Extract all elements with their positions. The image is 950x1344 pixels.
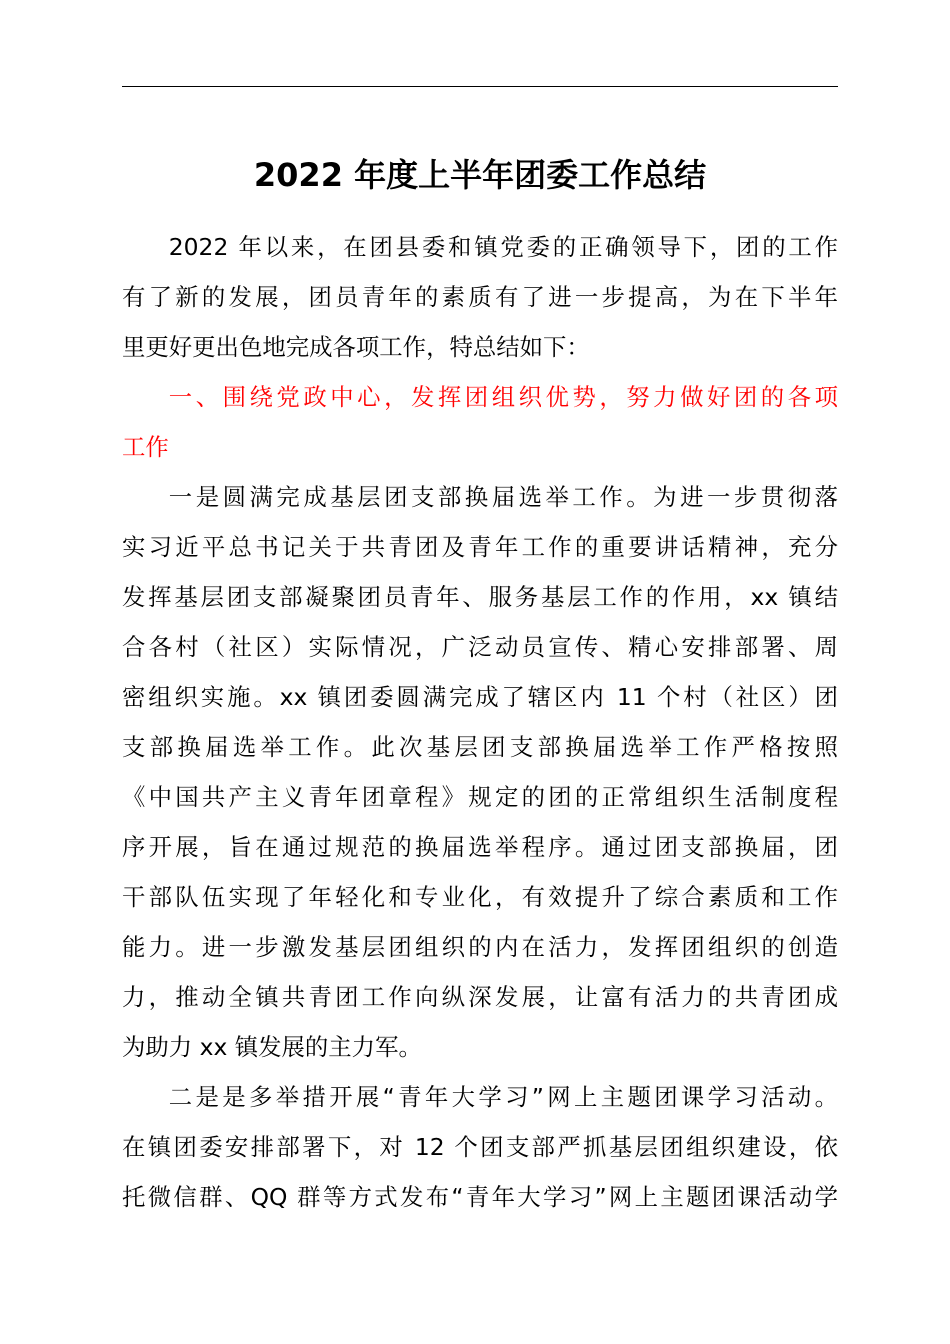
heading-line: 一、围绕党政中心，发挥团组织优势，努力做好团的各项 <box>168 383 838 411</box>
text-line: 支部换届选举工作。此次基层团支部换届选举工作严格按照 <box>122 733 838 761</box>
text-line: 实习近平总书记关于共青团及青年工作的重要讲话精神，充分 <box>122 533 838 561</box>
text-line: 托微信群、QQ 群等方式发布“青年大学习”网上主题团课活动学 <box>122 1183 838 1211</box>
document-title: 2022 年度上半年团委工作总结 <box>253 156 707 194</box>
text-line: 一是圆满完成基层团支部换届选举工作。为进一步贯彻落 <box>168 483 838 511</box>
document-body <box>122 222 838 1222</box>
text-line: 《中国共产主义青年团章程》规定的团的正常组织生活制度程 <box>122 783 838 811</box>
paragraph-item-2 <box>122 1072 838 1222</box>
text-line: 2022 年以来，在团县委和镇党委的正确领导下，团的工作 <box>168 233 838 261</box>
text-line: 干部队伍实现了年轻化和专业化，有效提升了综合素质和工作 <box>122 883 838 911</box>
heading-line: 工作 <box>122 433 169 461</box>
header-rule <box>122 86 838 87</box>
section-heading-1 <box>122 372 838 472</box>
text-line: 能力。进一步激发基层团组织的内在活力，发挥团组织的创造 <box>122 933 838 961</box>
text-line: 序开展，旨在通过规范的换届选举程序。通过团支部换届，团 <box>122 833 838 861</box>
text-line: 在镇团委安排部署下，对 12 个团支部严抓基层团组织建设，依 <box>122 1133 838 1161</box>
text-line: 有了新的发展，团员青年的素质有了进一步提高，为在下半年 <box>122 283 838 311</box>
paragraph-item-1 <box>122 472 838 1072</box>
text-line: 密组织实施。xx 镇团委圆满完成了辖区内 11 个村（社区）团 <box>122 683 838 711</box>
text-line: 发挥基层团支部凝聚团员青年、服务基层工作的作用，xx 镇结 <box>122 583 838 611</box>
text-line: 二是是多举措开展“青年大学习”网上主题团课学习活动。 <box>168 1083 838 1111</box>
text-line: 为助力 xx 镇发展的主力军。 <box>122 1033 422 1061</box>
text-line: 力，推动全镇共青团工作向纵深发展，让富有活力的共青团成 <box>122 983 838 1011</box>
text-line: 合各村（社区）实际情况，广泛动员宣传、精心安排部署、周 <box>122 633 838 661</box>
paragraph-intro <box>122 222 838 372</box>
text-line: 里更好更出色地完成各项工作，特总结如下： <box>122 333 590 361</box>
